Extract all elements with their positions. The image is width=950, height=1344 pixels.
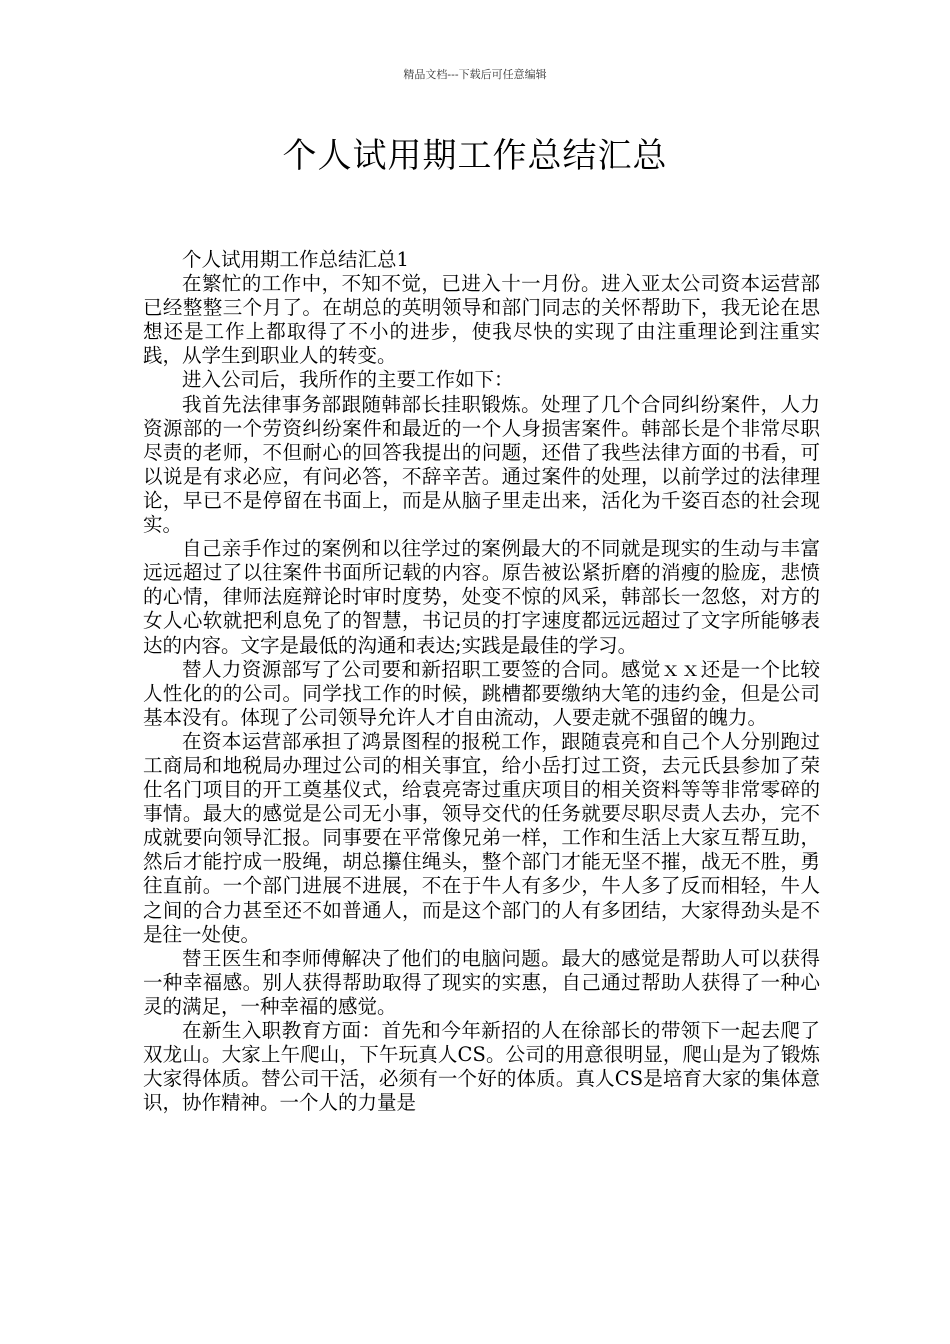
document-title: 个人试用期工作总结汇总 bbox=[282, 136, 668, 176]
paragraph: 在新生入职教育方面：首先和今年新招的人在徐部长的带领下一起去爬了双龙山。大家上午爬山，下午玩真人CS。公司的用意很明显，爬山是为了锻炼大家得体质。替公司干活，必须有一个好的体质。真人CS是培育大家的集体意识，协作精神。一个人的力量是 bbox=[143, 1019, 820, 1115]
paragraph: 进入公司后，我所作的主要工作如下： bbox=[182, 368, 514, 392]
paragraph: 在资本运营部承担了鸿景图程的报税工作，跟随袁亮和自己个人分别跑过工商局和地税局办理过公司的相关事宜，给小岳打过工资，去元氏县参加了荣仕名门项目的开工奠基仪式，给袁亮寄过重庆项目的相关资料等等非常零碎的事情。最大的感觉是公司无小事，领导交代的任务就要尽职尽责人去办，完不成就要向领导汇报。同事要在平常像兄弟一样，工作和生活上大家互帮互助，然后才能拧成一股绳，胡总攥住绳头，整个部门才能无坚不摧，战无不胜，勇往直前。一个部门进展不进展，不在于牛人有多少，牛人多了反而相轻，牛人之间的合力甚至还不如普通人，而是这个部门的人有多团结，大家得劲头是不是往一处使。 bbox=[143, 729, 820, 946]
page-header: 精品文档---下载后可任意编辑 bbox=[403, 68, 547, 81]
document-body bbox=[143, 248, 820, 1115]
paragraph: 在繁忙的工作中，不知不觉，已进入十一月份。进入亚太公司资本运营部已经整整三个月了。在胡总的英明领导和部门同志的关怀帮助下，我无论在思想还是工作上都取得了不小的进步，使我尽快的实现了由注重理论到注重实践，从学生到职业人的转变。 bbox=[143, 272, 820, 368]
paragraph: 替王医生和李师傅解决了他们的电脑问题。最大的感觉是帮助人可以获得一种幸福感。别人获得帮助取得了现实的实惠，自己通过帮助人获得了一种心灵的满足，一种幸福的感觉。 bbox=[143, 946, 820, 1018]
paragraph: 替人力资源部写了公司要和新招职工要签的合同。感觉ｘｘ还是一个比较人性化的的公司。同学找工作的时候，跳槽都要缴纳大笔的违约金，但是公司基本没有。体现了公司领导允许人才自由流动，人要走就不强留的魄力。 bbox=[143, 657, 820, 729]
section-heading: 个人试用期工作总结汇总1 bbox=[182, 248, 409, 271]
paragraph: 自己亲手作过的案例和以往学过的案例最大的不同就是现实的生动与丰富远远超过了以往案件书面所记载的内容。原告被讼紧折磨的消瘦的脸庞，悲愤的心情，律师法庭辩论时审时度势，处变不惊的风采，韩部长一忽悠，对方的女人心软就把利息免了的智慧，书记员的打字速度都远远超过了文字所能够表达的内容。文字是最低的沟通和表达;实践是最佳的学习。 bbox=[143, 537, 820, 657]
paragraph: 我首先法律事务部跟随韩部长挂职锻炼。处理了几个合同纠纷案件，人力资源部的一个劳资纠纷案件和最近的一个人身损害案件。韩部长是个非常尽职尽责的老师，不但耐心的回答我提出的问题，还借了我些法律方面的书看，可以说是有求必应，有问必答，不辞辛苦。通过案件的处理，以前学过的法律理论，早已不是停留在书面上，而是从脑子里走出来，活化为千姿百态的社会现实。 bbox=[143, 392, 820, 537]
